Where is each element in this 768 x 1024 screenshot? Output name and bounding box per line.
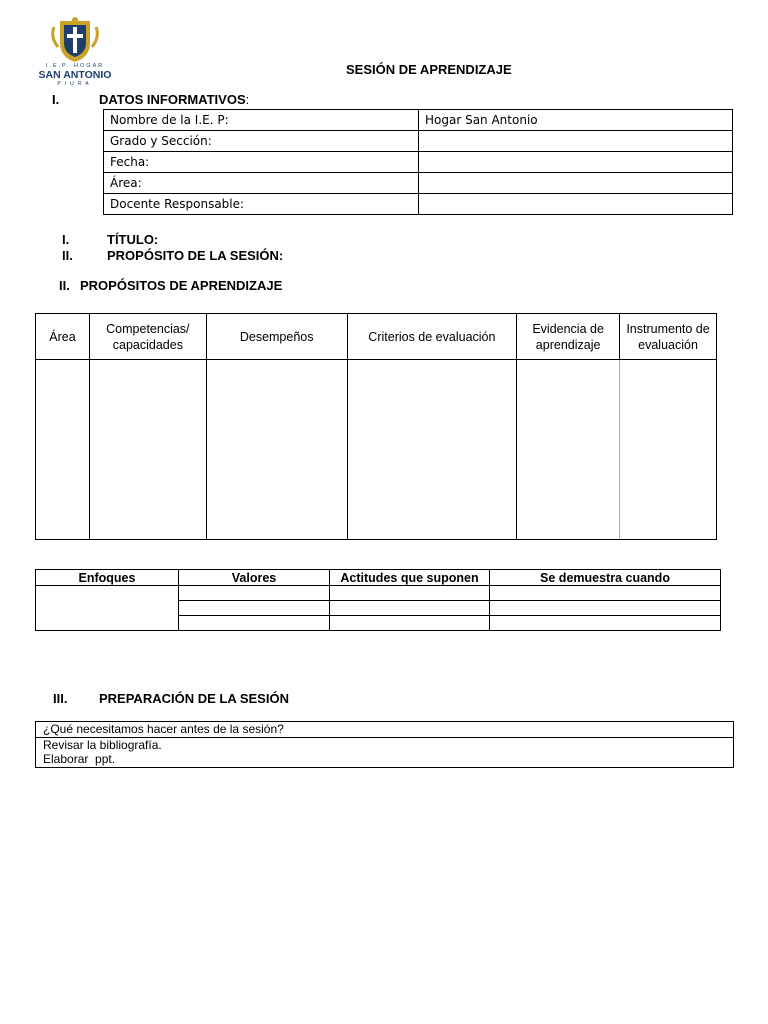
section-number: I. — [52, 92, 60, 107]
column-header: Instrumento de evaluación — [620, 314, 717, 360]
datos-label: Nombre de la I.E. P: — [104, 110, 419, 131]
column-header: Actitudes que suponen — [330, 570, 490, 586]
table-cell[interactable] — [490, 586, 721, 601]
table-cell[interactable] — [36, 360, 90, 540]
table-row — [36, 586, 721, 601]
list-item: Elaborar ppt. — [43, 752, 116, 766]
column-header: Desempeños — [206, 314, 347, 360]
table-cell[interactable] — [490, 601, 721, 616]
table-row — [104, 131, 733, 152]
page-title: SESIÓN DE APRENDIZAJE — [346, 62, 512, 77]
table-cell[interactable] — [330, 616, 490, 631]
table-cell[interactable] — [330, 586, 490, 601]
table-cell[interactable] — [179, 601, 330, 616]
table-row — [104, 110, 733, 131]
enfoques-table — [35, 569, 721, 631]
datos-value[interactable] — [419, 131, 733, 152]
table-cell[interactable] — [36, 586, 179, 631]
preparacion-table — [35, 721, 734, 768]
titulo-label: TÍTULO: — [107, 232, 159, 247]
column-header: Evidencia de aprendizaje — [517, 314, 620, 360]
table-cell[interactable] — [179, 586, 330, 601]
table-row — [104, 173, 733, 194]
logo-line2: SAN ANTONIO — [38, 69, 112, 81]
table-cell[interactable] — [347, 360, 517, 540]
datos-table — [103, 109, 733, 215]
column-header: Enfoques — [36, 570, 179, 586]
table-row — [104, 194, 733, 215]
table-cell[interactable] — [517, 360, 620, 540]
column-header: Criterios de evaluación — [347, 314, 517, 360]
datos-label: Área: — [104, 173, 419, 194]
table-cell[interactable] — [330, 601, 490, 616]
table-row — [36, 360, 717, 540]
table-cell[interactable] — [206, 360, 347, 540]
table-cell[interactable] — [620, 360, 717, 540]
table-cell[interactable] — [490, 616, 721, 631]
proposito-sesion-number: II. — [62, 248, 73, 263]
list-item: Revisar la bibliografía. — [43, 738, 162, 752]
table-cell[interactable] — [89, 360, 206, 540]
datos-label: Fecha: — [104, 152, 419, 173]
preparacion-label: PREPARACIÓN DE LA SESIÓN — [99, 691, 289, 706]
table-row — [36, 738, 734, 768]
column-header: Competencias/ capacidades — [89, 314, 206, 360]
section-suffix: : — [245, 92, 250, 107]
table-cell[interactable] — [179, 616, 330, 631]
logo-line1: I.E.P. HOGAR — [45, 63, 105, 69]
propositos-label: PROPÓSITOS DE APRENDIZAJE — [80, 278, 283, 293]
proposito-sesion-label: PROPÓSITO DE LA SESIÓN: — [107, 248, 284, 263]
school-logo — [40, 17, 110, 87]
section-label: DATOS INFORMATIVOS — [99, 92, 246, 107]
propositos-number: II. — [59, 278, 70, 293]
datos-value[interactable] — [419, 194, 733, 215]
datos-label: Docente Responsable: — [104, 194, 419, 215]
school-crest-icon — [40, 17, 110, 63]
propositos-table — [35, 313, 717, 540]
datos-label: Grado y Sección: — [104, 131, 419, 152]
table-header-row — [36, 314, 717, 360]
column-header: Área — [36, 314, 90, 360]
datos-value[interactable] — [419, 152, 733, 173]
preparacion-question: ¿Qué necesitamos hacer antes de la sesión? — [36, 722, 734, 738]
datos-value[interactable]: Hogar San Antonio — [419, 110, 733, 131]
table-header-row — [36, 570, 721, 586]
logo-line3: PIURA — [57, 81, 93, 87]
datos-value[interactable] — [419, 173, 733, 194]
preparacion-number: III. — [53, 691, 68, 706]
table-row — [36, 722, 734, 738]
section-heading — [99, 92, 249, 107]
titulo-number: I. — [62, 232, 70, 247]
column-header: Se demuestra cuando — [490, 570, 721, 586]
preparacion-items[interactable] — [36, 738, 734, 768]
column-header: Valores — [179, 570, 330, 586]
table-row — [104, 152, 733, 173]
